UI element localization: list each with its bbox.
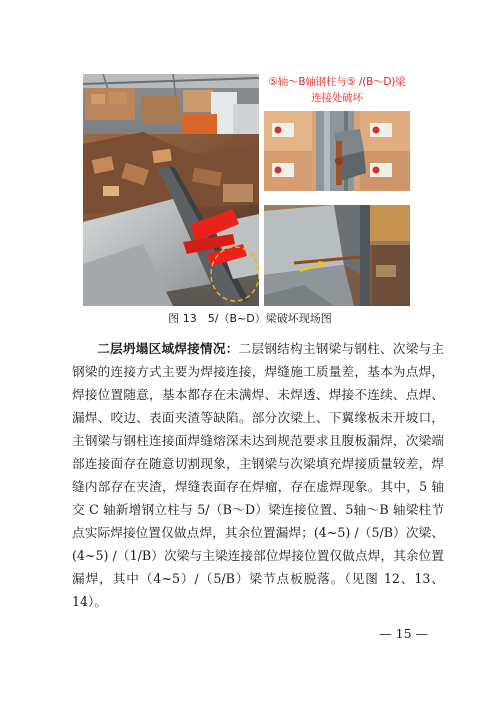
page-number: — 15 — bbox=[379, 626, 428, 641]
weld-failure-photo bbox=[264, 205, 410, 306]
damage-annotation bbox=[264, 74, 410, 106]
annotation-line-2: 连接处破坏 bbox=[311, 92, 363, 104]
paragraph-body: 二层钢结构主钢梁与钢柱、次梁与主钢梁的连接方式主要为焊接连接，焊缝施工质量差，基本为点焊，焊接位置随意，基本都存在未满焊、未焊透、焊接不连续、点焊、漏焊、咬边、表面夹渣等缺陷。部分次梁上、下翼缘板未开坡口，主钢梁与钢柱连接面焊缝熔深未达到规范要求且腹板漏焊，次梁端部连接面存在随意切割现象，主钢梁与次梁填充焊接质量较差，焊缝内部存在夹渣，焊缝表面存在焊瘤，存在虚焊现象。其中，5 轴交 C 轴新增钢立柱与 5/（B～D）梁连接位置、5轴～B 轴梁柱节点实际焊接位置仅做点焊，其余位置漏焊；(4~5) /（5/B）次梁、(4~5) /（1/B）次梁与主梁连接部位焊接位置仅做点焊，其余位置漏焊，其中（4~5）/（5/B）梁节点板脱落。（见图 12、13、14）。 bbox=[72, 341, 445, 609]
welding-condition-paragraph bbox=[72, 337, 444, 613]
column-connection-photo bbox=[264, 111, 410, 191]
annotation-line-1: ⑤轴～B轴钢柱与⑤ /(B～D)梁 bbox=[268, 76, 406, 88]
paragraph-lead: 二层坍塌区域焊接情况： bbox=[97, 341, 239, 356]
collapse-scene-photo bbox=[83, 74, 259, 306]
figure-caption: 图 13 5/（B~D）梁破坏现场图 bbox=[168, 312, 332, 325]
